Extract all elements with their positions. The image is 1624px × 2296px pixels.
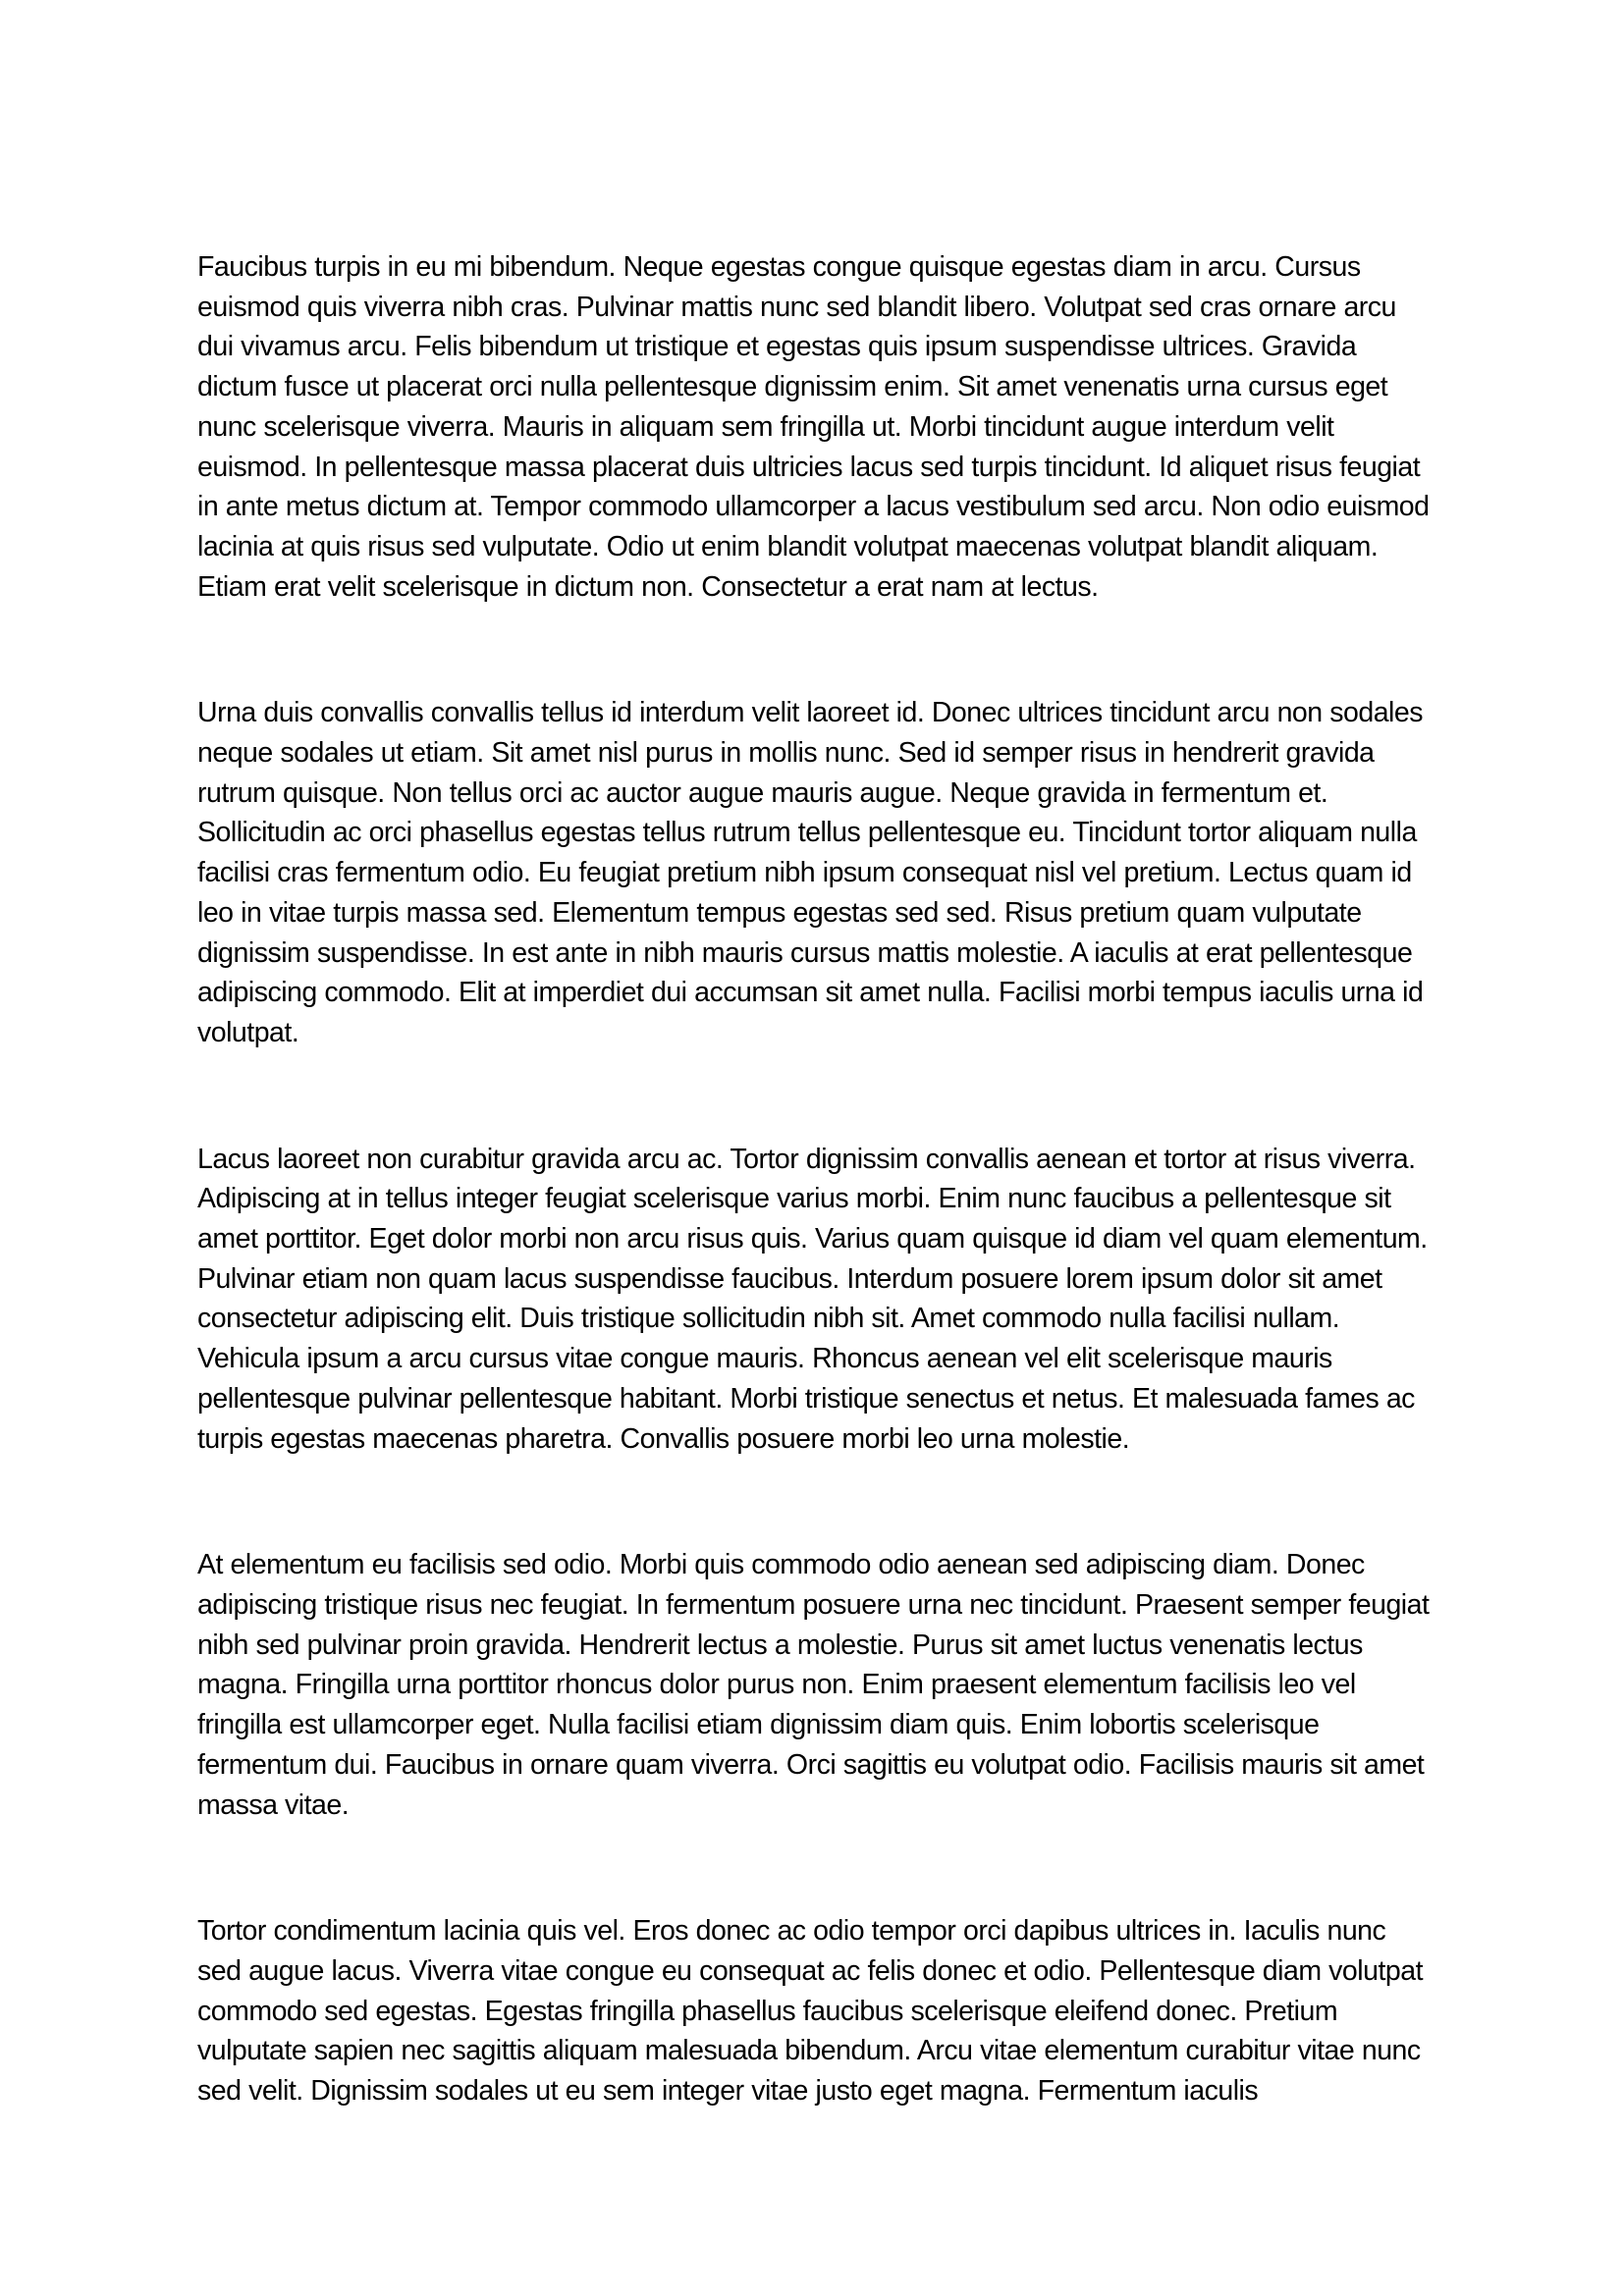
paragraph-4: At elementum eu facilisis sed odio. Morbi quis commodo odio aenean sed adipiscing diam. Donec adipiscing tristique risus nec feugiat. In fermentum posuere urna nec tincidunt. Praesent semper feugiat nibh sed pulvinar proin gravida. Hendrerit lectus a molestie. Purus sit amet luctus venenatis lectus magna. Fringilla urna porttitor rhoncus dolor purus non. Enim praesent elementum facilisis leo vel fringilla est ullamcorper eget. Nulla facilisi etiam dignissim diam quis. Enim lobortis scelerisque fermentum dui. Faucibus in ornare quam viverra. Orci sagittis eu volutpat odio. Facilisis mauris sit amet massa vitae. bbox=[197, 1549, 1430, 1821]
paragraph-2: Urna duis convallis convallis tellus id interdum velit laoreet id. Donec ultrices tincidunt arcu non sodales neque sodales ut etiam. Sit amet nisl purus in mollis nunc. Sed id semper risus in hendrerit gravida rutrum quisque. Non tellus orci ac auctor augue mauris augue. Neque gravida in fermentum et. Sollicitudin ac orci phasellus egestas tellus rutrum tellus pellentesque eu. Tincidunt tortor aliquam nulla facilisi cras fermentum odio. Eu feugiat pretium nibh ipsum consequat nisl vel pretium. Lectus quam id leo in vitae turpis massa sed. Elementum tempus egestas sed sed. Risus pretium quam vulputate dignissim suspendisse. In est ante in nibh mauris cursus mattis molestie. A iaculis at erat pellentesque adipiscing commodo. Elit at imperdiet dui accumsan sit amet nulla. Facilisi morbi tempus iaculis urna id volutpat. bbox=[197, 697, 1424, 1048]
paragraph-1: Faucibus turpis in eu mi bibendum. Neque egestas congue quisque egestas diam in arcu. Cursus euismod quis viverra nibh cras. Pulvinar mattis nunc sed blandit libero. Volutpat sed cras ornare arcu dui vivamus arcu. Felis bibendum ut tristique et egestas quis ipsum suspendisse ultrices. Gravida dictum fusce ut placerat orci nulla pellentesque dignissim enim. Sit amet venenatis urna cursus eget nunc scelerisque viverra. Mauris in aliquam sem fringilla ut. Morbi tincidunt augue interdum velit euismod. In pellentesque massa placerat duis ultricies lacus sed turpis tincidunt. Id aliquet risus feugiat in ante metus dictum at. Tempor commodo ullamcorper a lacus vestibulum sed arcu. Non odio euismod lacinia at quis risus sed vulputate. Odio ut enim blandit volutpat maecenas volutpat blandit aliquam. Etiam erat velit scelerisque in dictum non. Consectetur a erat nam at lectus. bbox=[197, 251, 1430, 603]
paragraph-3: Lacus laoreet non curabitur gravida arcu ac. Tortor dignissim convallis aenean et tortor at risus viverra. Adipiscing at in tellus integer feugiat scelerisque varius morbi. Enim nunc faucibus a pellentesque sit amet porttitor. Eget dolor morbi non arcu risus quis. Varius quam quisque id diam vel quam elementum. Pulvinar etiam non quam lacus suspendisse faucibus. Interdum posuere lorem ipsum dolor sit amet consectetur adipiscing elit. Duis tristique sollicitudin nibh sit. Amet commodo nulla facilisi nullam. Vehicula ipsum a arcu cursus vitae congue mauris. Rhoncus aenean vel elit scelerisque mauris pellentesque pulvinar pellentesque habitant. Morbi tristique senectus et netus. Et malesuada fames ac turpis egestas maecenas pharetra. Convallis posuere morbi leo urna molestie. bbox=[197, 1143, 1428, 1455]
paragraph-5: Tortor condimentum lacinia quis vel. Eros donec ac odio tempor orci dapibus ultrices in. Iaculis nunc sed augue lacus. Viverra vitae congue eu consequat ac felis donec et odio. Pellentesque diam volutpat commodo sed egestas. Egestas fringilla phasellus faucibus scelerisque eleifend donec. Pretium vulputate sapien nec sagittis aliquam malesuada bibendum. Arcu vitae elementum curabitur vitae nunc sed velit. Dignissim sodales ut eu sem integer vitae justo eget magna. Fermentum iaculis bbox=[197, 1915, 1423, 2108]
document-body-text bbox=[197, 247, 1435, 2111]
